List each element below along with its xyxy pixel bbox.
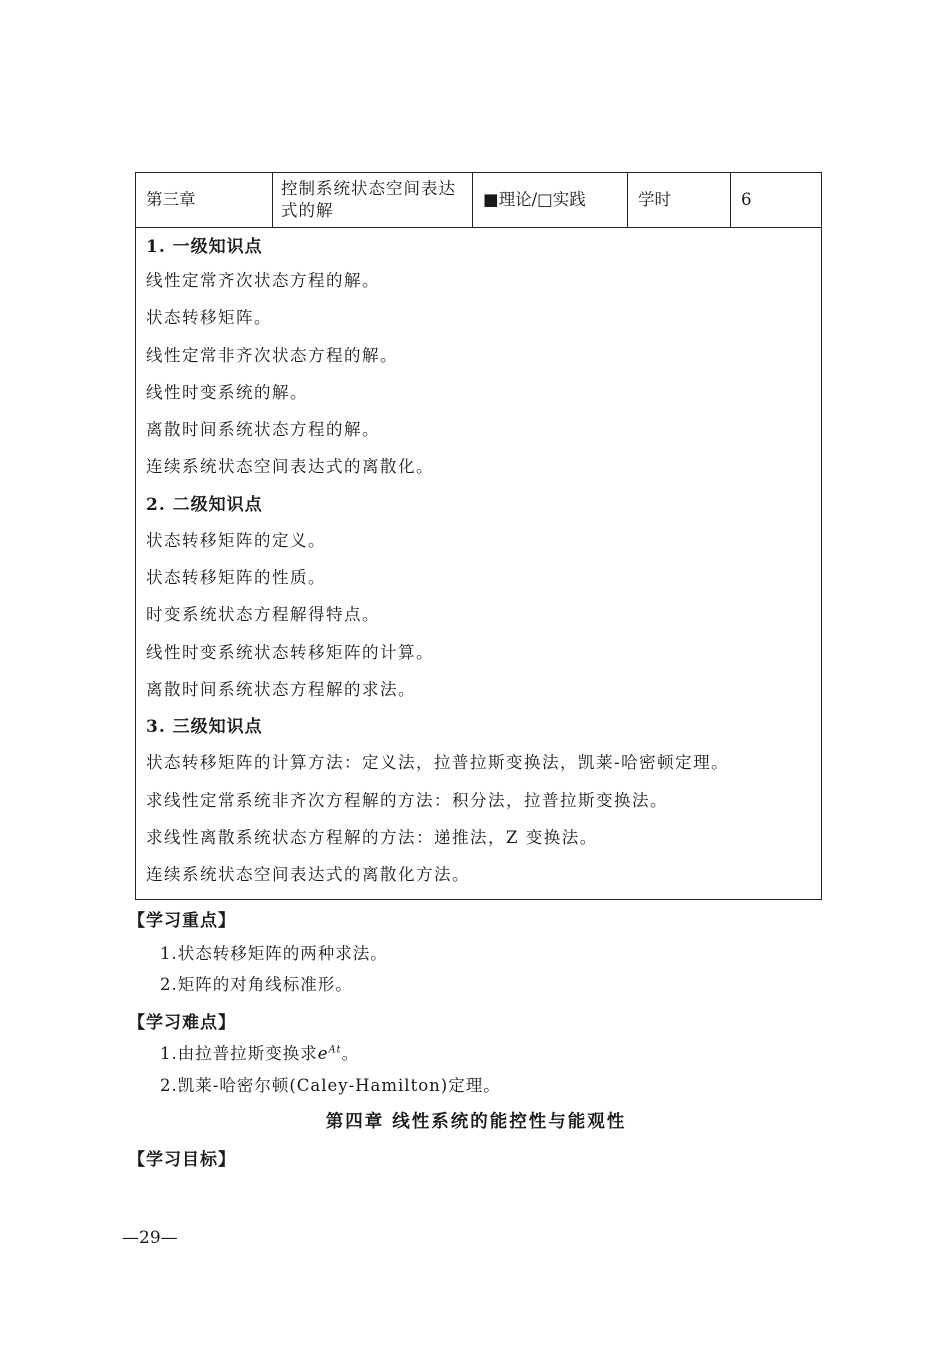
- difficulty-heading: 【学习难点】: [128, 1013, 236, 1033]
- focus-heading: 【学习重点】: [128, 911, 236, 931]
- focus-item: 2.矩阵的对角线标准形。: [160, 975, 353, 994]
- level3-item: 连续系统状态空间表达式的离散化方法。: [146, 865, 470, 885]
- level1-item: 离散时间系统状态方程的解。: [146, 420, 380, 440]
- level3-item: 状态转移矩阵的计算方法：定义法，拉普拉斯变换法，凯莱-哈密顿定理。: [146, 753, 730, 773]
- hours-value-cell: 6: [731, 173, 822, 228]
- level1-item: 线性定常非齐次状态方程的解。: [146, 345, 398, 365]
- course-info-table: [135, 172, 822, 900]
- difficulty-item-text: 1.由拉普拉斯变换求: [160, 1044, 318, 1063]
- knowledge-points-cell: [136, 228, 822, 900]
- objectives-heading: 【学习目标】: [128, 1150, 236, 1170]
- chapter-title-cell: 控制系统状态空间表达式的解: [273, 173, 473, 228]
- level2-item: 时变系统状态方程解得特点。: [146, 605, 380, 625]
- chapter-cell: 第三章: [136, 173, 273, 228]
- focus-item: 1.状态转移矩阵的两种求法。: [160, 944, 388, 963]
- level1-item: 线性时变系统的解。: [146, 382, 308, 402]
- level1-heading: 1. 一级知识点: [146, 237, 263, 257]
- level3-heading: 3. 三级知识点: [146, 717, 263, 738]
- level2-item: 线性时变系统状态转移矩阵的计算。: [146, 642, 434, 662]
- level2-item: 状态转移矩阵的性质。: [146, 568, 326, 588]
- level2-heading: 2. 二级知识点: [146, 494, 263, 515]
- difficulty-item: 1.由拉普拉斯变换求$e^{At}$。: [160, 1044, 360, 1063]
- table-header-row: [136, 173, 822, 228]
- level1-item: 连续系统状态空间表达式的离散化。: [146, 457, 434, 477]
- matrix-exponential: $e^{At}$: [317, 1044, 342, 1063]
- level1-item: 状态转移矩阵。: [146, 308, 272, 328]
- table-content-row: [136, 228, 822, 900]
- hours-label-cell: 学时: [628, 173, 731, 228]
- difficulty-item: 2.凯莱-哈密尔顿(Caley-Hamilton)定理。: [160, 1076, 501, 1095]
- page-number: —29—: [122, 1228, 178, 1248]
- course-type-cell: ■理论/□实践: [473, 173, 628, 228]
- level2-item: 状态转移矩阵的定义。: [146, 530, 326, 550]
- level3-item: 求线性离散系统状态方程解的方法：递推法，Z 变换法。: [146, 827, 598, 847]
- level3-item: 求线性定常系统非齐次方程解的方法：积分法，拉普拉斯变换法。: [146, 790, 668, 810]
- next-chapter-title: 第四章 线性系统的能控性与能观性: [325, 1112, 627, 1132]
- level1-item: 线性定常齐次状态方程的解。: [146, 271, 380, 290]
- level2-item: 离散时间系统状态方程解的求法。: [146, 679, 416, 699]
